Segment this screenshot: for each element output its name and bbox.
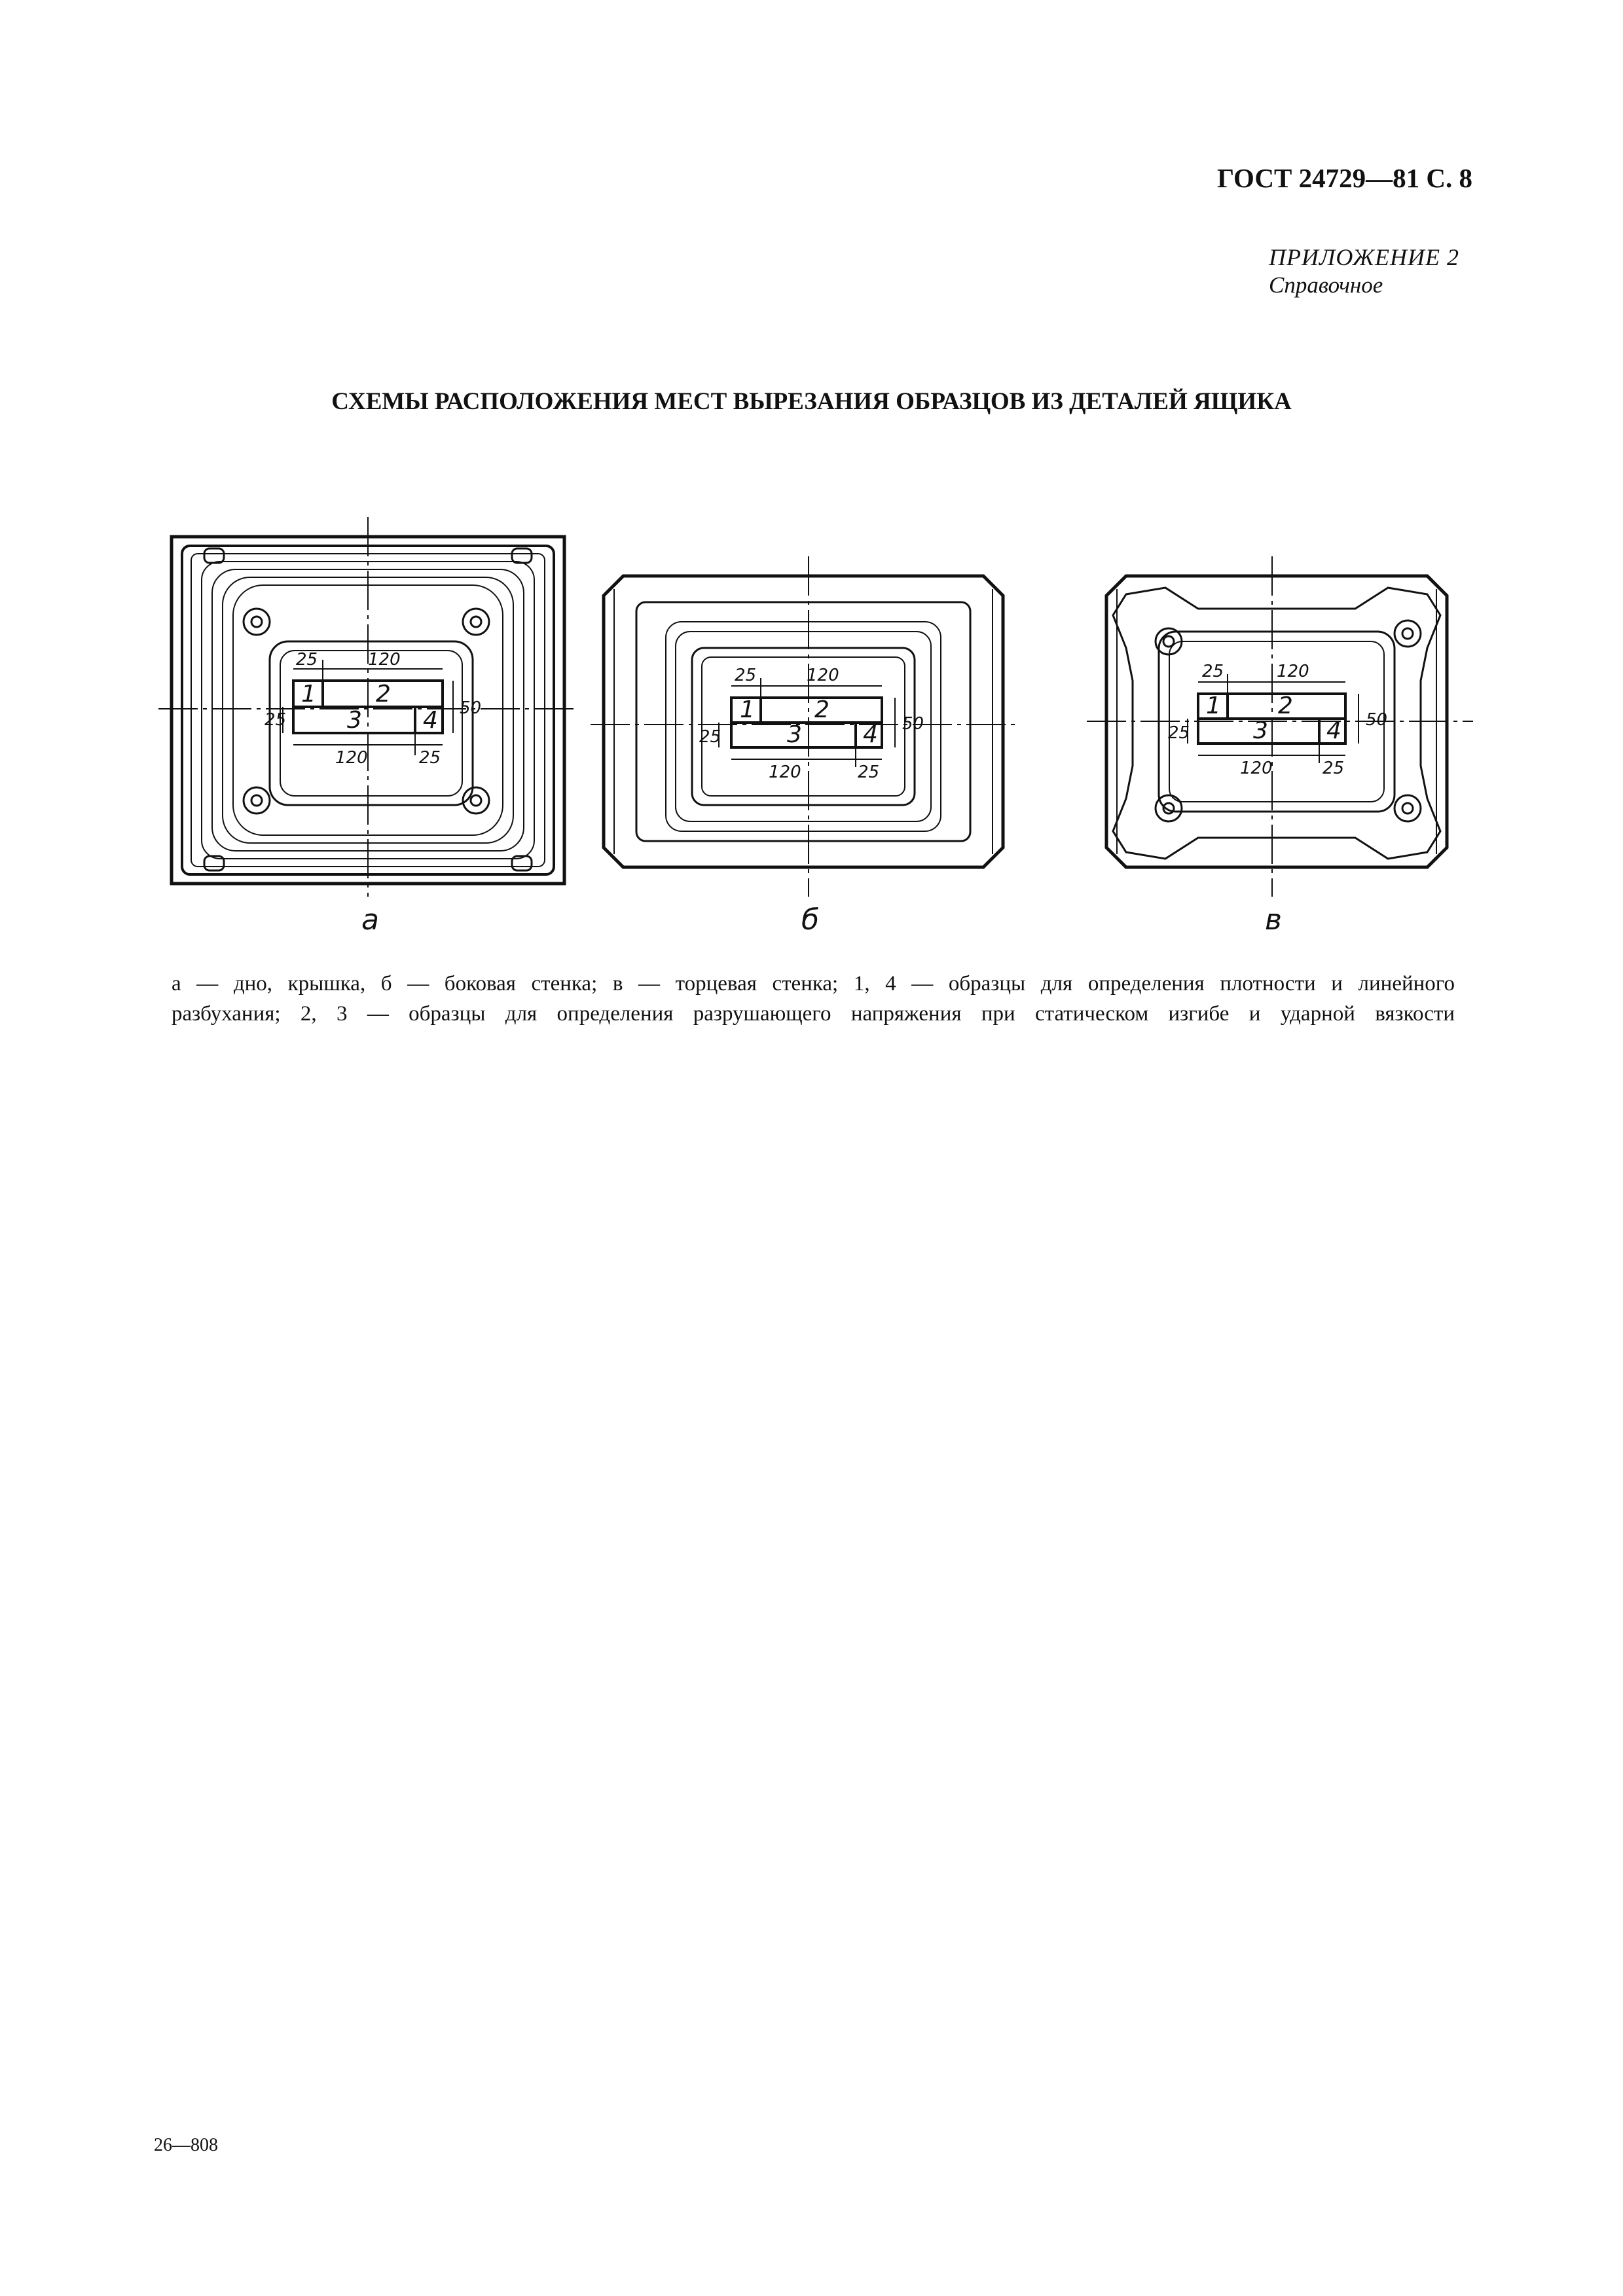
figure-b-drawing xyxy=(597,517,1023,949)
dim-top-left: 25 xyxy=(296,650,318,670)
sample-3: 3 xyxy=(347,707,362,734)
sample-4: 4 xyxy=(863,721,878,748)
figure-a-drawing xyxy=(172,517,577,949)
figure-v xyxy=(1100,517,1473,949)
dim-bottom-right: 25 xyxy=(1322,759,1345,778)
dim-right: 50 xyxy=(1366,710,1388,730)
dim-top-right: 120 xyxy=(1277,662,1309,681)
caption-line-2: разбухания; 2, 3 — образцы для определения разрушающего напряжения при статическом изгибе и ударной вязкости xyxy=(172,1002,1455,1026)
appendix-block xyxy=(1269,243,1459,298)
figure-b xyxy=(597,517,1023,949)
sample-4: 4 xyxy=(423,707,438,734)
dim-right: 50 xyxy=(902,714,924,734)
figure-a-label: а xyxy=(361,903,379,937)
dim-left: 25 xyxy=(1168,723,1190,743)
page-title: СХЕМЫ РАСПОЛОЖЕНИЯ МЕСТ ВЫРЕЗАНИЯ ОБРАЗЦОВ ИЗ ДЕТАЛЕЙ ЯЩИКА xyxy=(331,388,1292,415)
page-number: 26—808 xyxy=(154,2135,218,2155)
caption-line-1: а — дно, крышка, б — боковая стенка; в — торцевая стенка; 1, 4 — образцы для определения плотности и линейного xyxy=(172,972,1455,996)
sample-2: 2 xyxy=(1278,692,1293,719)
sample-1: 1 xyxy=(301,681,316,708)
figure-v-label: в xyxy=(1265,903,1282,937)
appendix-type: Справочное xyxy=(1269,272,1383,298)
sample-1: 1 xyxy=(1206,692,1221,719)
figure-a xyxy=(172,517,577,949)
dim-left: 25 xyxy=(264,710,287,730)
dim-top-left: 25 xyxy=(1202,662,1224,681)
sample-3: 3 xyxy=(1253,717,1268,744)
document-reference: ГОСТ 24729—81 С. 8 xyxy=(1216,163,1472,193)
dim-left: 25 xyxy=(699,727,721,747)
sample-2: 2 xyxy=(376,681,391,708)
dim-bottom-right: 25 xyxy=(419,748,441,768)
dim-right: 50 xyxy=(460,698,482,718)
appendix-label: ПРИЛОЖЕНИЕ 2 xyxy=(1269,244,1459,270)
figure-b-label: б xyxy=(801,903,820,937)
figure-caption xyxy=(172,969,1455,1029)
dim-bottom-left: 120 xyxy=(335,748,368,768)
sample-4: 4 xyxy=(1326,717,1341,744)
dim-bottom-right: 25 xyxy=(858,762,880,782)
dim-bottom-left: 120 xyxy=(1240,759,1273,778)
dim-top-left: 25 xyxy=(735,666,757,685)
dim-bottom-left: 120 xyxy=(769,762,801,782)
dim-top-right: 120 xyxy=(368,650,401,670)
dim-top-right: 120 xyxy=(807,666,839,685)
figure-v-drawing xyxy=(1100,517,1473,949)
sample-2: 2 xyxy=(814,696,830,723)
sample-3: 3 xyxy=(787,721,802,748)
sample-1: 1 xyxy=(740,696,755,723)
